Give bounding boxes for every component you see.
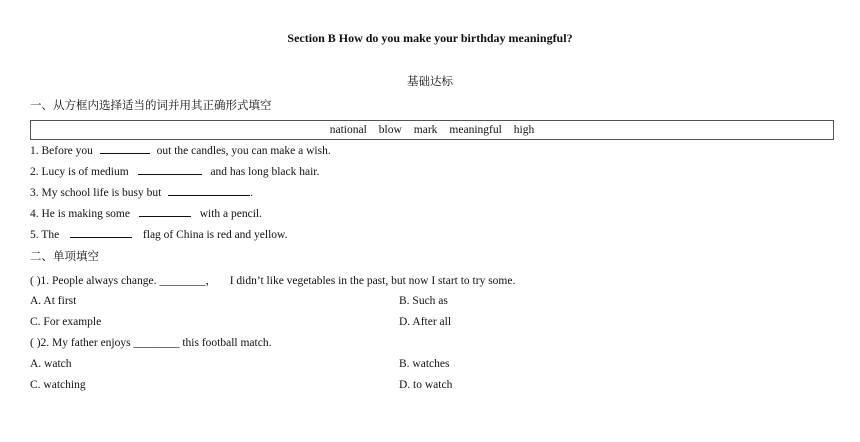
part2-heading: 二、单项填空 [30,249,99,263]
part1-heading: 一、从方框内选择适当的词并用其正确形式填空 [30,98,272,112]
question-1 [30,272,515,288]
option-b[interactable]: B. Such as [399,295,448,307]
section-title: Section B How do you make your birthday meaningful? [287,31,573,45]
word-option: blow [378,124,402,136]
item-text-after: flag of China is red and yellow. [142,229,288,241]
item-text-before: 2. Lucy is of medium [30,166,129,178]
fill-item-3 [30,185,253,199]
word-option: mark [413,124,438,136]
word-option: national [329,124,367,136]
item-text-after: . [250,187,254,199]
option-c[interactable]: C. For example [30,316,102,328]
item-text-after: out the candles, you can make a wish. [156,145,331,157]
subtitle: 基础达标 [407,74,453,88]
item-text-after: with a pencil. [199,208,263,220]
word-option: meaningful [449,124,502,136]
item-text-before: 4. He is making some [30,208,130,220]
question-text: I didn’t like vegetables in the past, but now I start to try some. [229,275,516,287]
question-2: ( )2. My father enjoys ________ this football match. [30,337,272,349]
word-box [30,120,834,140]
fill-item-5 [30,227,288,241]
word-option: high [513,124,535,136]
answer-blank[interactable] [168,185,250,196]
answer-blank[interactable] [139,206,191,217]
fill-item-2 [30,164,319,178]
item-text-after: and has long black hair. [210,166,320,178]
item-text-before: 1. Before you [30,145,93,157]
answer-blank[interactable] [70,227,132,238]
option-a[interactable]: A. At first [30,295,77,307]
fill-item-1 [30,143,331,157]
option-d[interactable]: D. to watch [399,379,453,391]
option-a[interactable]: A. watch [30,358,72,370]
item-text-before: 3. My school life is busy but [30,187,162,199]
question-prefix: ( )1. People always change. ________， [30,275,217,287]
fill-item-4 [30,206,262,220]
option-d[interactable]: D. After all [399,316,452,328]
option-c[interactable]: C. watching [30,379,86,391]
option-b[interactable]: B. watches [399,358,450,370]
answer-blank[interactable] [138,164,202,175]
answer-blank[interactable] [100,143,150,154]
item-text-before: 5. The [30,229,60,241]
